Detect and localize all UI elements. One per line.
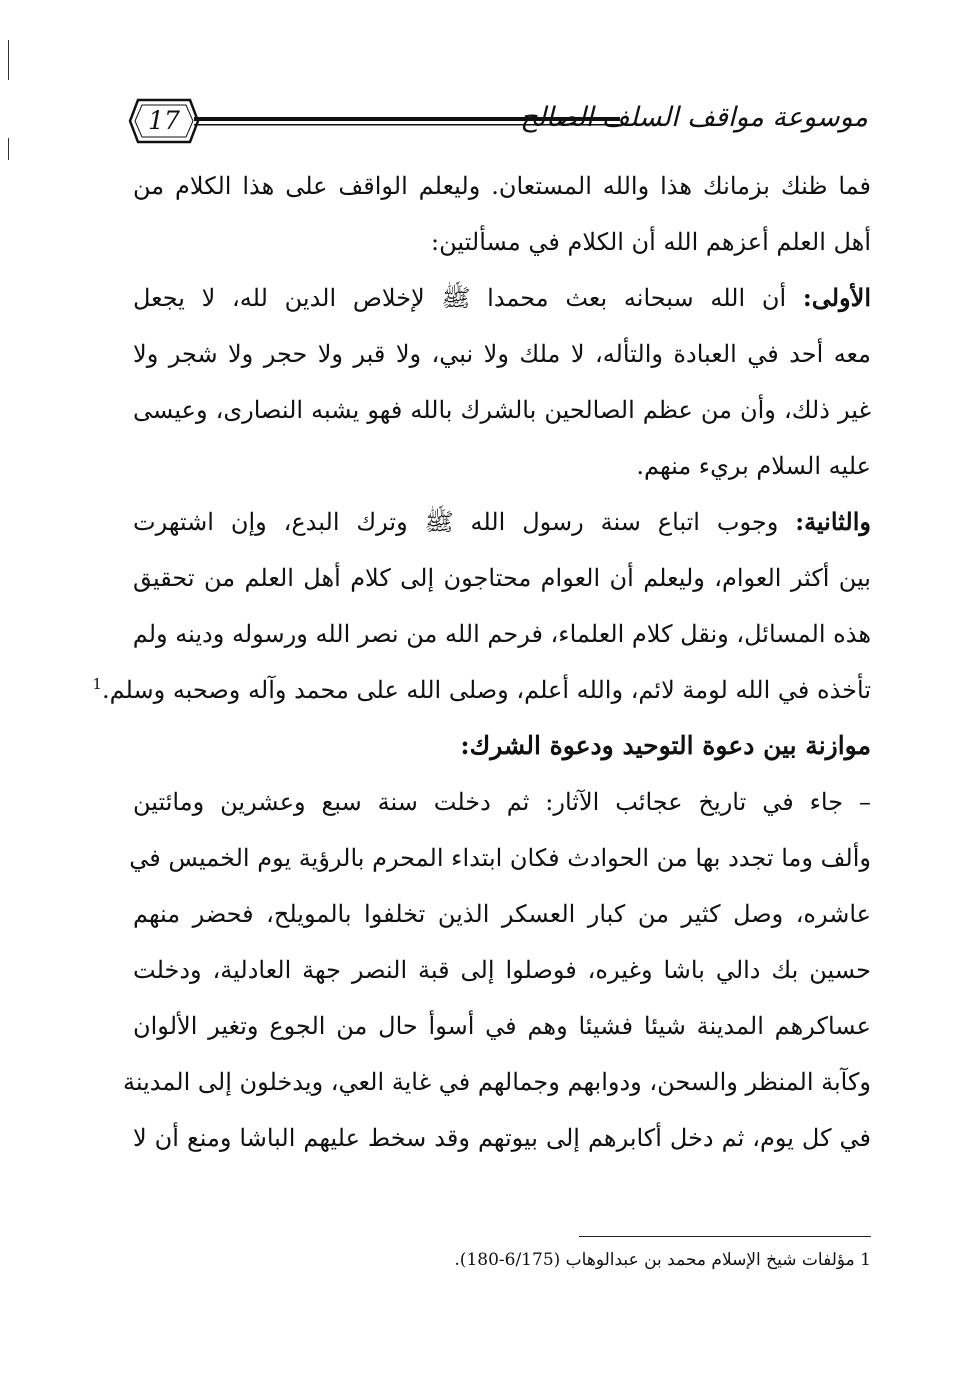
text-line: وألف وما تجدد بها من الحوادث فكان ابتداء المحرم بالرؤية يوم الخميس في bbox=[129, 844, 871, 872]
text-line: – جاء في تاريخ عجائب الآثار: ثم دخلت سنة سبع وعشرين ومائتين bbox=[133, 788, 871, 816]
second-point-lead: والثانية: bbox=[795, 507, 871, 536]
text-line: أهل العلم أعزهم الله أن الكلام في مسألتين: bbox=[431, 228, 871, 256]
text-line: فما ظنك بزمانك هذا والله المستعان. وليعلم الواقف على هذا الكلام من bbox=[133, 172, 871, 200]
book-title: موسوعة مواقف السلف الصالح bbox=[520, 102, 868, 133]
first-point-text: أن الله سبحانه بعث محمدا ﷺ لإخلاص الدين لله، لا يجعل bbox=[133, 284, 787, 312]
section-heading: موازنة بين دعوة التوحيد ودعوة الشرك: bbox=[460, 731, 871, 760]
page-number-badge bbox=[128, 96, 200, 146]
footnote: 1 مؤلفات شيخ الإسلام محمد بن عبدالوهاب (6/175-180). bbox=[454, 1250, 871, 1270]
text-line: هذه المسائل، ونقل كلام العلماء، فرحم الله من نصر الله ورسوله ودينه ولم bbox=[132, 620, 871, 648]
second-point-text: وجوب اتباع سنة رسول الله ﷺ وترك البدع، وإن اشتهرت bbox=[133, 508, 779, 536]
footnote-divider bbox=[579, 1236, 871, 1237]
footnote-reference: 1 bbox=[92, 675, 102, 693]
text-line: معه أحد في العبادة والتأله، لا ملك ولا نبي، ولا قبر ولا حجر ولا شجر ولا bbox=[133, 340, 871, 368]
margin-mark-top bbox=[8, 40, 9, 80]
text-line: غير ذلك، وأن من عظم الصالحين بالشرك بالله فهو يشبه النصارى، وعيسى bbox=[133, 396, 871, 424]
text-line: عساكرهم المدينة شيئا فشيئا وهم في أسوأ حال من الجوع وتغير الألوان bbox=[133, 1012, 871, 1040]
margin-mark-middle bbox=[8, 138, 9, 160]
text-line: تأخذه في الله لومة لائم، والله أعلم، وصلى الله على محمد وآله وصحبه وسلم. bbox=[101, 676, 871, 704]
first-point-line bbox=[133, 270, 871, 326]
text-line: بين أكثر العوام، وليعلم أن العوام محتاجون إلى كلام أهل العلم من تحقيق bbox=[133, 564, 871, 592]
page-number: 17 bbox=[148, 106, 180, 135]
first-point-lead: الأولى: bbox=[802, 283, 871, 312]
text-line: عليه السلام بريء منهم. bbox=[636, 452, 871, 480]
text-line: وكآبة المنظر والسحن، ودوابهم وجمالهم في غاية العي، ويدخلون إلى المدينة bbox=[123, 1068, 871, 1096]
text-line: عاشره، وصل كثير من كبار العسكر الذين تخلفوا بالمويلح، فحضر منهم bbox=[133, 900, 871, 928]
text-line: في كل يوم، ثم دخل أكابرهم إلى بيوتهم وقد سخط عليهم الباشا ومنع أن لا bbox=[133, 1124, 871, 1152]
page-header bbox=[128, 96, 868, 152]
second-point-line bbox=[133, 494, 871, 550]
text-line: حسين بك دالي باشا وغيره، فوصلوا إلى قبة النصر جهة العادلية، ودخلت bbox=[133, 956, 871, 984]
page-body bbox=[92, 158, 871, 1166]
text-line-with-note bbox=[92, 662, 871, 718]
